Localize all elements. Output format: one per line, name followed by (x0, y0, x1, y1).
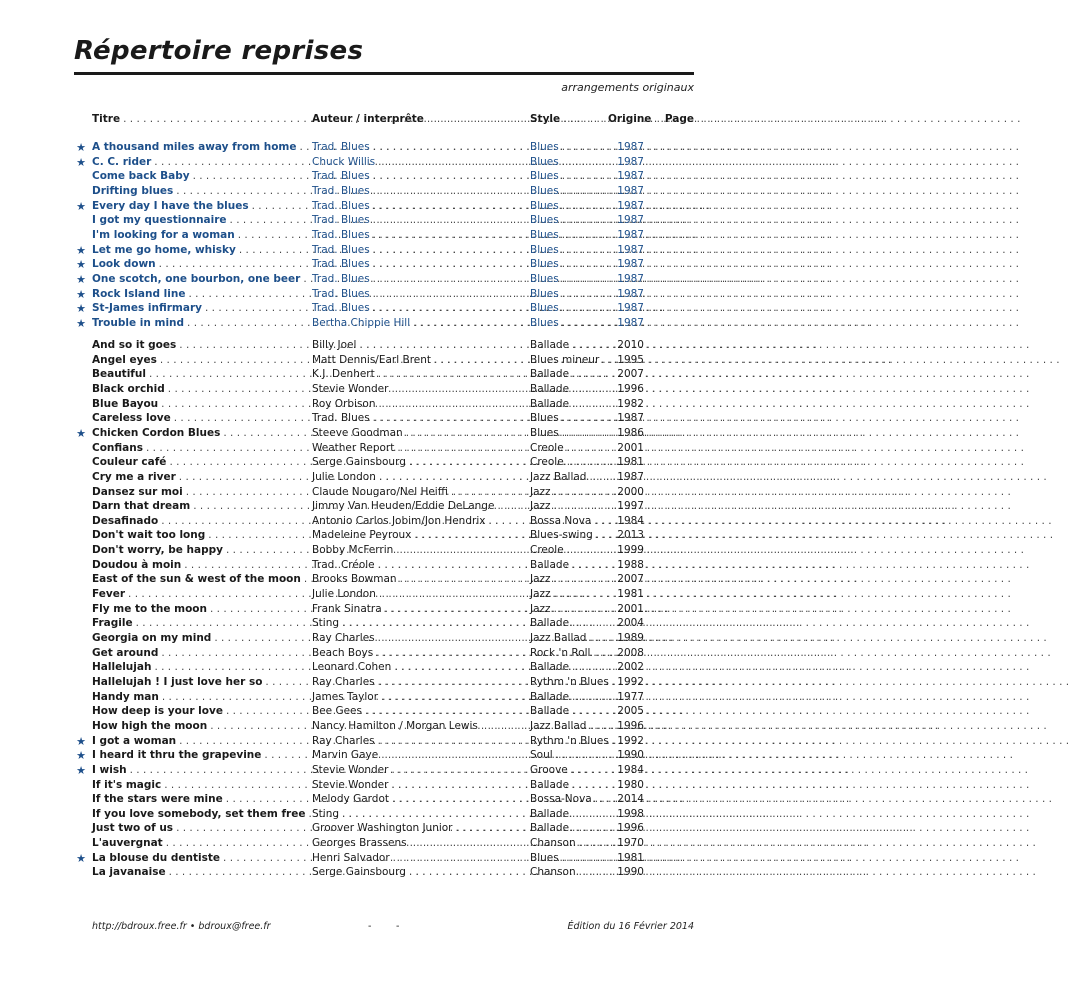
song-origin: 2013 (617, 529, 644, 542)
song-style: Rythm 'n Blues . . . (530, 734, 608, 749)
song-style: Creole . . . (530, 543, 608, 558)
song-style: Bossa-Nova . . . (530, 792, 608, 807)
song-author: Trad. Blues . . . (312, 287, 526, 302)
song-author: Stevie Wonder . . . (312, 763, 526, 778)
song-author: James Taylor . . . (312, 690, 526, 705)
song-author: Trad. Blues . . . (312, 257, 526, 272)
song-author: Ray Charles . . . (312, 675, 526, 690)
song-author: Antonio Carlos Jobim/Jon Hendrix . . . (312, 514, 526, 529)
song-origin: 1987 (617, 258, 644, 271)
song-title: Don't wait too long . . . (92, 528, 304, 543)
song-style: Blues . . . (530, 228, 608, 243)
song-author: Claude Nougaro/Nel Heiffi . . . (312, 485, 526, 500)
song-style: Blues . . . (530, 411, 608, 426)
song-style: Creole . . . (530, 455, 608, 470)
song-author: Ray Charles . . . (312, 734, 526, 749)
song-origin: 1981 (617, 851, 644, 864)
star-icon: ★ (76, 763, 86, 777)
song-author: Trad. Blues . . . (312, 184, 526, 199)
song-title: Look down . . . (92, 257, 304, 272)
song-title: Georgia on my mind . . . (92, 631, 304, 646)
song-style: Blues . . . (530, 301, 608, 316)
song-author: Serge Gainsbourg . . . (312, 455, 526, 470)
song-style: Ballade . . . (530, 382, 608, 397)
song-title: I wish . . . (92, 763, 304, 778)
song-author: Steeve Goodman . . . (312, 426, 526, 441)
song-style: Ballade . . . (530, 616, 608, 631)
song-author: Beach Boys . . . (312, 646, 526, 661)
song-author: Bertha Chippie Hill . . . (312, 316, 526, 331)
song-title: And so it goes . . . (92, 338, 304, 353)
song-title: La blouse du dentiste . . . (92, 851, 304, 866)
song-origin: 1980 (617, 778, 644, 791)
song-title: A thousand miles away from home . . . (92, 140, 304, 155)
song-style: Jazz . . . (530, 485, 608, 500)
page-subtitle: arrangements originaux (561, 81, 694, 94)
song-title: Trouble in mind . . . (92, 316, 304, 331)
song-origin: 2008 (617, 646, 644, 659)
star-icon: ★ (76, 316, 86, 330)
song-author: Frank Sinatra . . . (312, 602, 526, 617)
song-author: Trad. Blues . . . (312, 228, 526, 243)
page-title: Répertoire reprises (74, 36, 364, 66)
song-origin: 1987 (617, 228, 644, 241)
song-title: I heard it thru the grapevine . . . (92, 748, 304, 763)
song-style: Soul . . . (530, 748, 608, 763)
song-style: Blues . . . (530, 426, 608, 441)
song-author: Trad. Blues . . . (312, 213, 526, 228)
star-icon: ★ (76, 272, 86, 286)
song-style: Blues mineur . . . (530, 353, 608, 368)
song-title: Dansez sur moi . . . (92, 485, 304, 500)
song-author: K.J. Denhert . . . (312, 367, 526, 382)
song-author: Weather Report . . . (312, 441, 526, 456)
song-style: Ballade . . . (530, 704, 608, 719)
song-author: Henri Salvador . . . (312, 851, 526, 866)
song-origin: 1996 (617, 382, 644, 395)
song-origin: 1987 (617, 214, 644, 227)
song-style: Rock 'n Roll . . . (530, 646, 608, 661)
song-origin: 1970 (617, 837, 644, 850)
song-author: Serge Gainsbourg . . . (312, 865, 526, 880)
song-origin: 1987 (617, 302, 644, 315)
song-title: Every day I have the blues . . . (92, 199, 304, 214)
header-titre: Titre . . . (92, 112, 304, 127)
song-style: Jazz . . . (530, 587, 608, 602)
song-title: Let me go home, whisky . . . (92, 243, 304, 258)
song-origin: 1981 (617, 588, 644, 601)
song-style: Blues . . . (530, 213, 608, 228)
song-style: Blues . . . (530, 287, 608, 302)
song-origin: 2002 (617, 661, 644, 674)
song-title: East of the sun & west of the moon . . . (92, 572, 304, 587)
song-style: Jazz . . . (530, 499, 608, 514)
song-title: Chicken Cordon Blues . . . (92, 426, 304, 441)
song-origin: 1997 (617, 500, 644, 513)
song-title: Hallelujah ! I just love her so . . . (92, 675, 304, 690)
song-origin: 1984 (617, 514, 644, 527)
song-origin: 2007 (617, 368, 644, 381)
song-origin: 1987 (617, 243, 644, 256)
song-style: Blues . . . (530, 184, 608, 199)
song-style: Jazz . . . (530, 602, 608, 617)
song-author: Nancy Hamilton / Morgan Lewis . . . (312, 719, 526, 734)
song-title: Fever . . . (92, 587, 304, 602)
song-title: Cry me a river . . . (92, 470, 304, 485)
song-style: Groove . . . (530, 763, 608, 778)
song-origin: 1987 (617, 272, 644, 285)
song-origin: 2001 (617, 602, 644, 615)
song-title: Darn that dream . . . (92, 499, 304, 514)
song-title: I'm looking for a woman . . . (92, 228, 304, 243)
song-title: If you love somebody, set them free . . . (92, 807, 304, 822)
song-style: Jazz Ballad . . . (530, 470, 608, 485)
song-origin: 2000 (617, 485, 644, 498)
song-origin: 1987 (617, 470, 644, 483)
song-title: Come back Baby . . . (92, 169, 304, 184)
song-author: Georges Brassens . . . (312, 836, 526, 851)
song-origin: 1981 (617, 456, 644, 469)
star-icon: ★ (76, 243, 86, 257)
song-title: Desafinado . . . (92, 514, 304, 529)
song-title: Rock Island line . . . (92, 287, 304, 302)
song-title: C. C. rider . . . (92, 155, 304, 170)
song-origin: 1992 (617, 734, 644, 747)
song-author: Brooks Bowman . . . (312, 572, 526, 587)
song-author: Trad. Créole . . . (312, 558, 526, 573)
star-icon: ★ (76, 734, 86, 748)
star-icon: ★ (76, 155, 86, 169)
song-style: Blues . . . (530, 140, 608, 155)
song-style: Ballade . . . (530, 778, 608, 793)
song-origin: 1982 (617, 397, 644, 410)
song-title: Handy man . . . (92, 690, 304, 705)
song-author: Trad. Blues . . . (312, 140, 526, 155)
song-author: Chuck Willis . . . (312, 155, 526, 170)
song-title: How deep is your love . . . (92, 704, 304, 719)
song-style: Blues . . . (530, 272, 608, 287)
song-author: Trad. Blues . . . (312, 243, 526, 258)
song-author: Sting . . . (312, 807, 526, 822)
song-style: Ballade . . . (530, 338, 608, 353)
header-style: Style . . . (530, 112, 608, 127)
song-origin: 1987 (617, 155, 644, 168)
song-origin: 1996 (617, 719, 644, 732)
song-style: Chanson . . . (530, 865, 608, 880)
song-origin: 1987 (617, 412, 644, 425)
song-style: Blues . . . (530, 169, 608, 184)
song-title: Fly me to the moon . . . (92, 602, 304, 617)
song-author: Trad. Blues . . . (312, 301, 526, 316)
song-author: Bee Gees . . . (312, 704, 526, 719)
song-author: Stevie Wonder . . . (312, 382, 526, 397)
song-origin: 1987 (617, 316, 644, 329)
song-title: I got a woman . . . (92, 734, 304, 749)
song-style: Bossa Nova . . . (530, 514, 608, 529)
song-style: Blues . . . (530, 851, 608, 866)
star-icon: ★ (76, 141, 86, 154)
song-origin: 1999 (617, 544, 644, 557)
song-title: Beautiful . . . (92, 367, 304, 382)
song-origin: 1988 (617, 558, 644, 571)
title-underline (74, 72, 694, 75)
song-author: Leonard Cohen . . . (312, 660, 526, 675)
song-title: Just two of us . . . (92, 821, 304, 836)
song-style: Jazz Ballad . . . (530, 719, 608, 734)
song-style: Blues . . . (530, 316, 608, 331)
song-author: Trad. Blues . . . (312, 272, 526, 287)
star-icon: ★ (76, 302, 86, 316)
song-style: Blues . . . (530, 243, 608, 258)
song-style: Creole . . . (530, 441, 608, 456)
song-style: Blues . . . (530, 257, 608, 272)
song-style: Blues . . . (530, 199, 608, 214)
song-title: Confians . . . (92, 441, 304, 456)
song-author: Bobby McFerrin . . . (312, 543, 526, 558)
song-title: Careless love . . . (92, 411, 304, 426)
song-author: Julie London . . . (312, 470, 526, 485)
footer-dash: - (368, 921, 372, 932)
song-title: I got my questionnaire . . . (92, 213, 304, 228)
song-author: Matt Dennis/Earl Brent . . . (312, 353, 526, 368)
song-style: Rythm 'n Blues . . . (530, 675, 608, 690)
song-title: Doudou à moin . . . (92, 558, 304, 573)
song-author: Roy Orbison . . . (312, 397, 526, 412)
song-author: Trad. Blues . . . (312, 411, 526, 426)
star-icon: ★ (76, 287, 86, 301)
song-style: Chanson . . . (530, 836, 608, 851)
song-title: St-James infirmary . . . (92, 301, 304, 316)
song-style: Jazz . . . (530, 572, 608, 587)
song-origin: 2001 (617, 441, 644, 454)
song-title: Couleur café . . . (92, 455, 304, 470)
song-author: Stevie Wonder . . . (312, 778, 526, 793)
song-title: How high the moon . . . (92, 719, 304, 734)
song-origin: 2010 (617, 339, 644, 351)
song-origin: 2007 (617, 573, 644, 586)
song-author: Groover Washington Junior . . . (312, 821, 526, 836)
song-origin: 1986 (617, 426, 644, 439)
song-author: Ray Charles . . . (312, 631, 526, 646)
song-title: Angel eyes . . . (92, 353, 304, 368)
song-origin: 1992 (617, 675, 644, 688)
song-style: Ballade . . . (530, 821, 608, 836)
song-style: Ballade . . . (530, 660, 608, 675)
song-origin: 1990 (617, 866, 644, 879)
song-title: If it's magic . . . (92, 778, 304, 793)
header-page: Page (664, 113, 694, 125)
star-icon: ★ (76, 749, 86, 763)
song-style: Ballade . . . (530, 690, 608, 705)
song-author: Madeleine Peyroux . . . (312, 528, 526, 543)
song-title: Hallelujah . . . (92, 660, 304, 675)
song-title: La javanaise . . . (92, 865, 304, 880)
song-author: Billy Joel . . . (312, 338, 526, 353)
header-origine: Origine (608, 113, 652, 125)
star-icon: ★ (76, 851, 86, 865)
song-author: Sting . . . (312, 616, 526, 631)
song-title: Don't worry, be happy . . . (92, 543, 304, 558)
song-author: Julie London . . . (312, 587, 526, 602)
song-origin: 1977 (617, 690, 644, 703)
song-title: Get around . . . (92, 646, 304, 661)
header-auteur: Auteur / interprête . . . (312, 112, 526, 127)
song-author: Jimmy Van Heuden/Eddie DeLange . . . (312, 499, 526, 514)
song-origin: 1984 (617, 763, 644, 776)
song-style: Blues . . . (530, 155, 608, 170)
song-origin: 1989 (617, 632, 644, 644)
song-style: Ballade . . . (530, 367, 608, 382)
song-style: Ballade . . . (530, 807, 608, 822)
song-title: Drifting blues . . . (92, 184, 304, 199)
song-author: Marvin Gaye . . . (312, 748, 526, 763)
star-icon: ★ (76, 199, 86, 213)
song-origin: 1995 (617, 353, 644, 366)
song-title: Blue Bayou . . . (92, 397, 304, 412)
song-title: Fragile . . . (92, 616, 304, 631)
song-title: One scotch, one bourbon, one beer . . . (92, 272, 304, 287)
star-icon: ★ (76, 258, 86, 272)
song-origin: 1987 (617, 170, 644, 183)
song-origin: 2014 (617, 793, 644, 806)
song-author: Trad. Blues . . . (312, 199, 526, 214)
song-origin: 1987 (617, 184, 644, 197)
song-origin: 2005 (617, 705, 644, 718)
footer-links: http://bdroux.free.fr • bdroux@free.fr (92, 921, 271, 932)
song-origin: 1996 (617, 822, 644, 835)
footer-dash: - (396, 921, 400, 932)
song-style: Ballade . . . (530, 558, 608, 573)
song-origin: 1987 (617, 287, 644, 300)
song-style: Blues-swing . . . (530, 528, 608, 543)
song-origin: 2004 (617, 617, 644, 630)
song-style: Ballade . . . (530, 397, 608, 412)
song-origin: 1987 (617, 141, 644, 153)
song-author: Trad. Blues . . . (312, 169, 526, 184)
song-author: Melody Gardot . . . (312, 792, 526, 807)
footer-edition: Édition du 16 Février 2014 (567, 921, 694, 932)
song-origin: 1998 (617, 807, 644, 820)
song-title: Black orchid . . . (92, 382, 304, 397)
song-style: Jazz Ballad . . . (530, 631, 608, 646)
song-origin: 1987 (617, 199, 644, 212)
song-title: If the stars were mine . . . (92, 792, 304, 807)
star-icon: ★ (76, 426, 86, 440)
song-origin: 1990 (617, 749, 644, 762)
song-title: L'auvergnat . . . (92, 836, 304, 851)
